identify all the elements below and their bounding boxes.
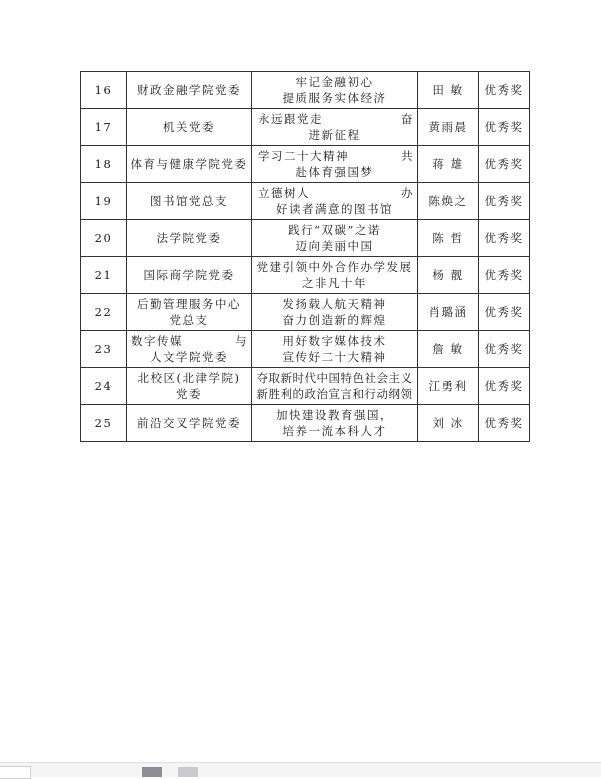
- title-cell: 党建引领中外合作办学发展 之非凡十年: [252, 257, 418, 294]
- award-cell: 优秀奖: [479, 183, 530, 220]
- award-cell: 优秀奖: [479, 146, 530, 183]
- table-row: [81, 220, 530, 257]
- award-cell: 优秀奖: [479, 257, 530, 294]
- row-number: 16: [81, 72, 127, 109]
- title-cell: 发扬载人航天精神 奋力创造新的辉煌: [252, 294, 418, 331]
- unit-cell: 体育与健康学院党委: [127, 146, 252, 183]
- table-row: [81, 294, 530, 331]
- unit-cell: 北校区(北津学院) 党委: [127, 368, 252, 405]
- row-number: 24: [81, 368, 127, 405]
- name-cell: 詹 敏: [418, 331, 479, 368]
- name-cell: 蒋 雄: [418, 146, 479, 183]
- award-cell: 优秀奖: [479, 331, 530, 368]
- unit-cell: 机关党委: [127, 109, 252, 146]
- name-cell: 刘 冰: [418, 405, 479, 442]
- table-row: [81, 368, 530, 405]
- name-cell: 田 敏: [418, 72, 479, 109]
- row-number: 21: [81, 257, 127, 294]
- unit-cell: 国际商学院党委: [127, 257, 252, 294]
- title-cell: 用好数字媒体技术 宣传好二十大精神: [252, 331, 418, 368]
- title-cell: 学习二十大精神 共 赴体育强国梦: [252, 146, 418, 183]
- unit-cell: 后勤管理服务中心 党总支: [127, 294, 252, 331]
- name-cell: 肖璐涵: [418, 294, 479, 331]
- title-cell: 加快建设教育强国， 培养一流本科人才: [252, 405, 418, 442]
- row-number: 22: [81, 294, 127, 331]
- page-input[interactable]: [0, 766, 31, 779]
- table-row: [81, 405, 530, 442]
- name-cell: 杨 靓: [418, 257, 479, 294]
- awards-table: [80, 71, 530, 442]
- table-row: [81, 146, 530, 183]
- award-cell: 优秀奖: [479, 405, 530, 442]
- title-cell: 践行“双碳”之诺 迈向美丽中国: [252, 220, 418, 257]
- unit-cell: 财政金融学院党委: [127, 72, 252, 109]
- row-number: 23: [81, 331, 127, 368]
- title-cell: 永远跟党走 奋 进新征程: [252, 109, 418, 146]
- award-cell: 优秀奖: [479, 294, 530, 331]
- title-cell: 立德树人 办 好读者满意的图书馆: [252, 183, 418, 220]
- row-number: 17: [81, 109, 127, 146]
- award-cell: 优秀奖: [479, 72, 530, 109]
- name-cell: 陈焕之: [418, 183, 479, 220]
- award-cell: 优秀奖: [479, 368, 530, 405]
- title-cell: 牢记金融初心 提质服务实体经济: [252, 72, 418, 109]
- row-number: 19: [81, 183, 127, 220]
- row-number: 25: [81, 405, 127, 442]
- table-row: [81, 183, 530, 220]
- name-cell: 江勇利: [418, 368, 479, 405]
- row-number: 20: [81, 220, 127, 257]
- name-cell: 陈 哲: [418, 220, 479, 257]
- table-row: [81, 331, 530, 368]
- name-cell: 黄雨晨: [418, 109, 479, 146]
- unit-cell: 图书馆党总支: [127, 183, 252, 220]
- title-cell: 夺取新时代中国特色社会主义 新胜利的政治宣言和行动纲领: [252, 368, 418, 405]
- row-number: 18: [81, 146, 127, 183]
- unit-cell: 数字传媒 与 人文学院党委: [127, 331, 252, 368]
- table-row: [81, 257, 530, 294]
- table-row: [81, 109, 530, 146]
- viewer-bottom-bar: [0, 762, 601, 777]
- unit-cell: 前沿交叉学院党委: [127, 405, 252, 442]
- unit-cell: 法学院党委: [127, 220, 252, 257]
- award-cell: 优秀奖: [479, 109, 530, 146]
- table-row: [81, 72, 530, 109]
- award-cell: 优秀奖: [479, 220, 530, 257]
